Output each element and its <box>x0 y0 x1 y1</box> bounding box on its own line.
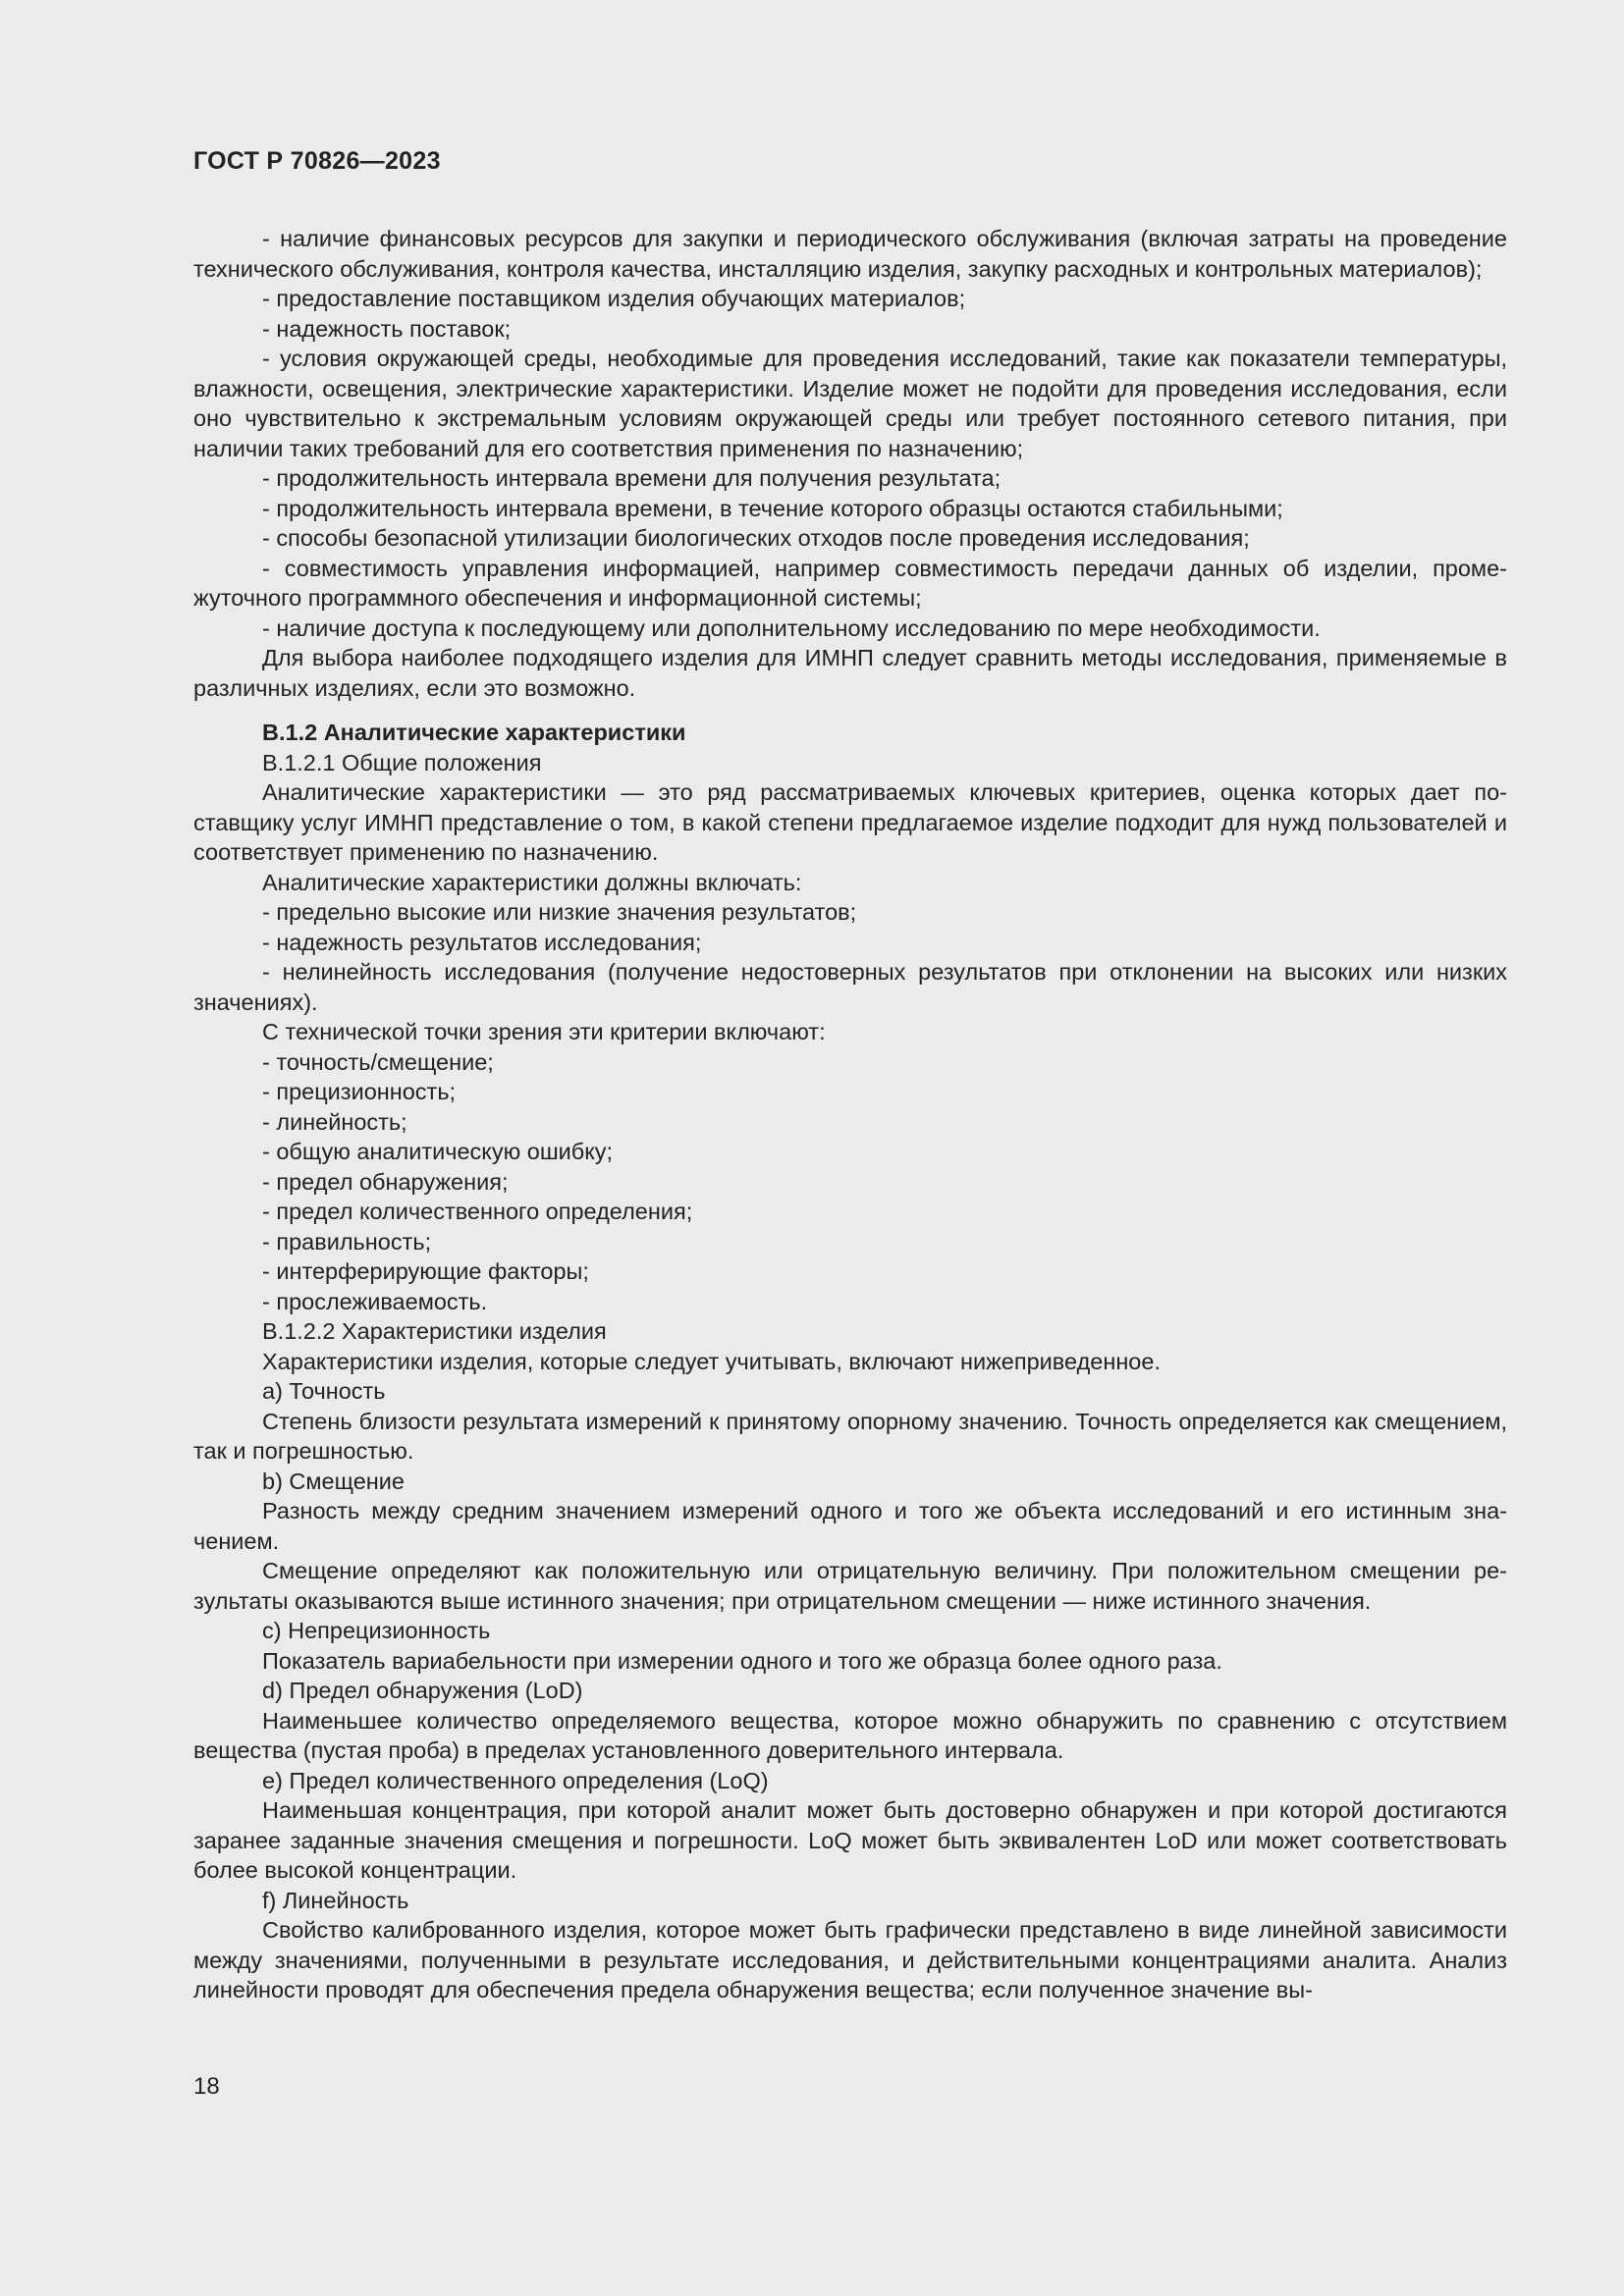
paragraph: - продолжительность интервала времени для получения результата; <box>262 465 1001 491</box>
list-item: - предел количественного определения; <box>262 1199 693 1224</box>
paragraph: - способы безопасной утилизации биологических отходов после проведения исследования; <box>262 525 1250 551</box>
section-heading: В.1.2 Аналитические характеристики <box>262 720 686 745</box>
subsection-heading: В.1.2.2 Характеристики изделия <box>262 1318 607 1344</box>
subsection-heading: В.1.2.1 Общие положения <box>262 749 542 775</box>
paragraph: Аналитические характеристики — это ряд рассматриваемых ключевых критериев, оценка которых дает поставщику услуг ИМНП представление о том, в какой степени предлагаемое изделие подходит для нужд пользователей и соответствует применению по назначению. <box>193 779 1507 865</box>
paragraph: - предельно высокие или низкие значения результатов; <box>262 899 857 925</box>
paragraph: - условия окружающей среды, необходимые для проведения исследований, такие как показатели температуры, влажности, освещения, электрические характеристики. Изделие может не подойти для проведения исследования, если оно чувствительно к экстремальным условиям окружающей среды или требует постоянного сетевого питания, при наличии таких требований для его соответствия применения по назначению; <box>193 346 1507 461</box>
document-header: ГОСТ Р 70826—2023 <box>193 147 441 175</box>
paragraph: Свойство калиброванного изделия, которое может быть графически представлено в виде линейной зависимости между значениями, полученными в результате исследования, и действительными концентрациями аналита. Анализ линейности проводят для обеспечения предела обнаружения вещества; если полученное значение вы- <box>193 1917 1507 2002</box>
paragraph: Аналитические характеристики должны включать: <box>262 869 802 895</box>
paragraph: - продолжительность интервала времени, в течение которого образцы остаются стабильными; <box>262 495 1283 521</box>
item-heading: d) Предел обнаружения (LoD) <box>262 1678 583 1703</box>
item-heading: f) Линейность <box>262 1887 409 1913</box>
paragraph: - наличие доступа к последующему или дополнительному исследованию по мере необходимости. <box>262 614 1321 641</box>
paragraph: Разность между средним значением измерений одного и того же объекта исследований и его истинным значением. <box>193 1498 1507 1554</box>
paragraph: Смещение определяют как положительную или отрицательную величину. При положительном смещении результаты оказываются выше истинного значения; при отрицательном смещении — ниже истинного значения. <box>193 1558 1507 1614</box>
item-heading: е) Предел количественного определения (LoQ) <box>262 1767 769 1793</box>
paragraph: - предоставление поставщиком изделия обучающих материалов; <box>262 286 966 311</box>
item-heading: b) Смещение <box>262 1468 405 1494</box>
list-item: - линейность; <box>262 1108 407 1135</box>
paragraph: Характеристики изделия, которые следует учитывать, включают нижеприведенное. <box>262 1348 1161 1374</box>
paragraph: Для выбора наиболее подходящего изделия для ИМНП следует сравнить методы исследования, применяемые в различных изделиях, если это возможно. <box>193 645 1507 701</box>
list-item: - общую аналитическую ошибку; <box>262 1139 614 1164</box>
paragraph: - совместимость управления информацией, например совместимость передачи данных об изделии, промежуточного программного обеспечения и информационной системы; <box>193 555 1507 611</box>
paragraph: - надежность результатов исследования; <box>262 929 702 955</box>
paragraph: Наименьшее количество определяемого вещества, которое можно обнаружить по сравнению с отсутствием вещества (пустая проба) в пределах установленного доверительного интервала. <box>193 1707 1507 1763</box>
list-item: - предел обнаружения; <box>262 1168 509 1195</box>
list-item: - правильность; <box>262 1228 432 1255</box>
page-body <box>193 224 1507 2005</box>
paragraph: С технической точки зрения эти критерии включают: <box>262 1019 826 1044</box>
list-item: - прецизионность; <box>262 1079 457 1104</box>
paragraph: - надежность поставок; <box>262 315 512 342</box>
list-item: - точность/смещение; <box>262 1048 494 1075</box>
paragraph: Наименьшая концентрация, при которой аналит может быть достоверно обнаружен и при которой достигаются заранее заданные значения смещения и погрешности. LoQ может быть эквивалентен LoD или может соответствовать более высокой концентрации. <box>193 1797 1507 1883</box>
paragraph: - наличие финансовых ресурсов для закупки и периодического обслуживания (включая затраты на проведение технического обслуживания, контроля качества, инсталляцию изделия, закупку расходных и контрольных материалов); <box>193 226 1507 282</box>
list-item: - прослеживаемость. <box>262 1288 488 1314</box>
paragraph: Показатель вариабельности при измерении одного и того же образца более одного раза. <box>262 1647 1222 1674</box>
page-number: 18 <box>193 2073 220 2100</box>
paragraph: - нелинейность исследования (получение недостоверных результатов при отклонении на высоких или низких значениях). <box>193 959 1507 1015</box>
item-heading: а) Точность <box>262 1378 386 1404</box>
paragraph: Степень близости результата измерений к принятому опорному значению. Точность определяется как смещением, так и погрешностью. <box>193 1408 1507 1464</box>
item-heading: с) Непрецизионность <box>262 1618 491 1643</box>
list-item: - интерферирующие факторы; <box>262 1258 589 1284</box>
